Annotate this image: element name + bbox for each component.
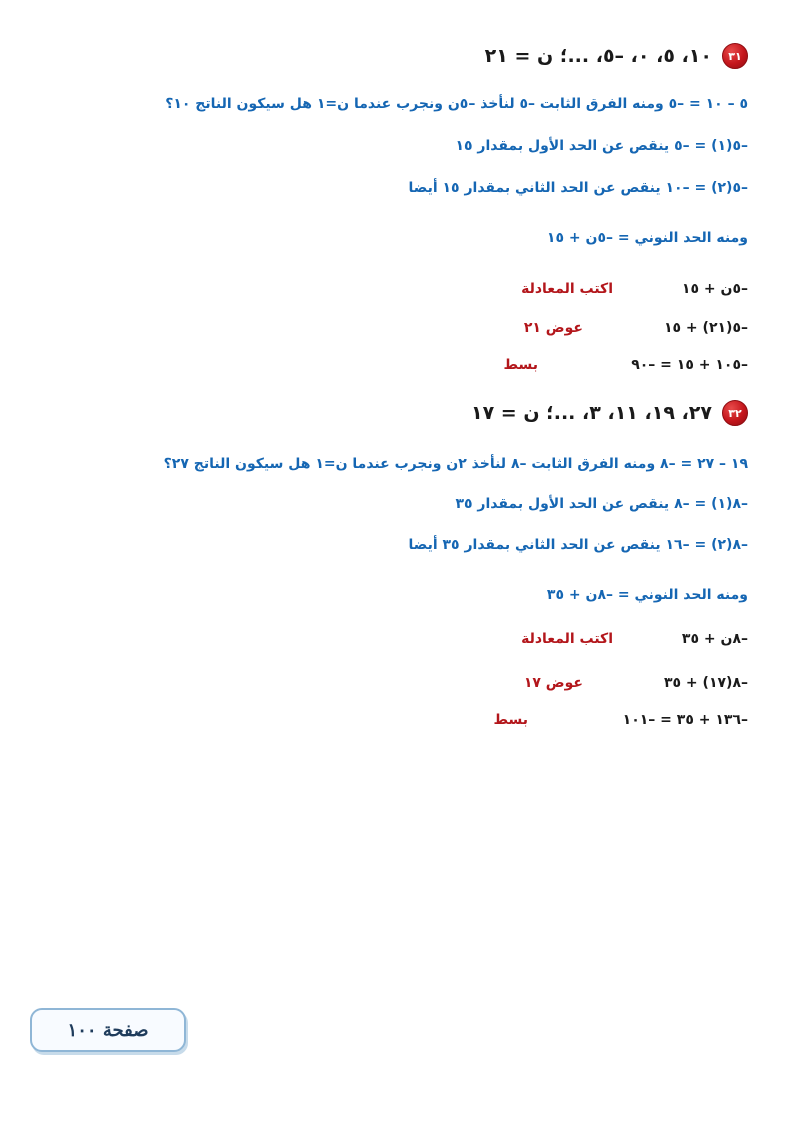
step-write-equation: [508, 281, 748, 297]
problem-number-badge: ٣١: [722, 43, 748, 69]
step-label: عوض ٢١: [523, 320, 583, 336]
page-number-label: صفحة ١٠٠: [67, 1019, 149, 1041]
step-expression: –٨ن + ٣٥: [681, 631, 748, 647]
step-substitute: [508, 320, 748, 336]
problem-number-badge: ٣٢: [722, 400, 748, 426]
step-label: بسط: [493, 712, 528, 728]
step-simplify: [488, 712, 748, 728]
step-substitute: [508, 675, 748, 691]
step-expression: –٥ن + ١٥: [681, 281, 748, 297]
check-line-2: –٨(٢) = –١٦ ينقص عن الحد الثاني بمقدار ٣٥ أيضا: [408, 537, 748, 553]
problem-32-header: [471, 400, 748, 426]
step-label: اكتب المعادلة: [521, 281, 613, 297]
problem-sequence: ٢٧، ١٩، ١١، ٣، ...؛ ن = ١٧: [470, 402, 712, 424]
step-expression: –١٠٥ + ١٥ = –٩٠: [631, 357, 748, 373]
explanation-line: ١٩ – ٢٧ = –٨ ومنه الفرق الثابت –٨ لنأخذ ٢ن ونجرب عندما ن=١ هل سيكون الناتج ٢٧؟: [163, 456, 748, 472]
nth-term-line: ومنه الحد النوني = –٥ن + ١٥: [546, 230, 748, 246]
check-line-1: –٨(١) = –٨ ينقص عن الحد الأول بمقدار ٣٥: [455, 496, 748, 512]
step-expression: –٥(٢١) + ١٥: [663, 320, 748, 336]
check-line-1: –٥(١) = –٥ ينقص عن الحد الأول بمقدار ١٥: [455, 138, 748, 154]
step-simplify: [503, 357, 748, 373]
step-expression: –١٣٦ + ٣٥ = –١٠١: [622, 712, 748, 728]
explanation-line: ٥ – ١٠ = –٥ ومنه الفرق الثابت –٥ لنأخذ –٥ن ونجرب عندما ن=١ هل سيكون الناتج ١٠؟: [165, 96, 748, 112]
step-label: اكتب المعادلة: [521, 631, 613, 647]
step-expression: –٨(١٧) + ٣٥: [663, 675, 748, 691]
step-label: بسط: [503, 357, 538, 373]
nth-term-line: ومنه الحد النوني = –٨ن + ٣٥: [546, 587, 748, 603]
step-write-equation: [508, 631, 748, 647]
problem-sequence: ١٠، ٥، ٠، –٥، ...؛ ن = ٢١: [484, 45, 712, 67]
problem-31-header: [485, 43, 748, 69]
step-label: عوض ١٧: [523, 675, 583, 691]
page-number-box: [30, 1008, 186, 1052]
check-line-2: –٥(٢) = –١٠ ينقص عن الحد الثاني بمقدار ١٥ أيضا: [408, 180, 748, 196]
